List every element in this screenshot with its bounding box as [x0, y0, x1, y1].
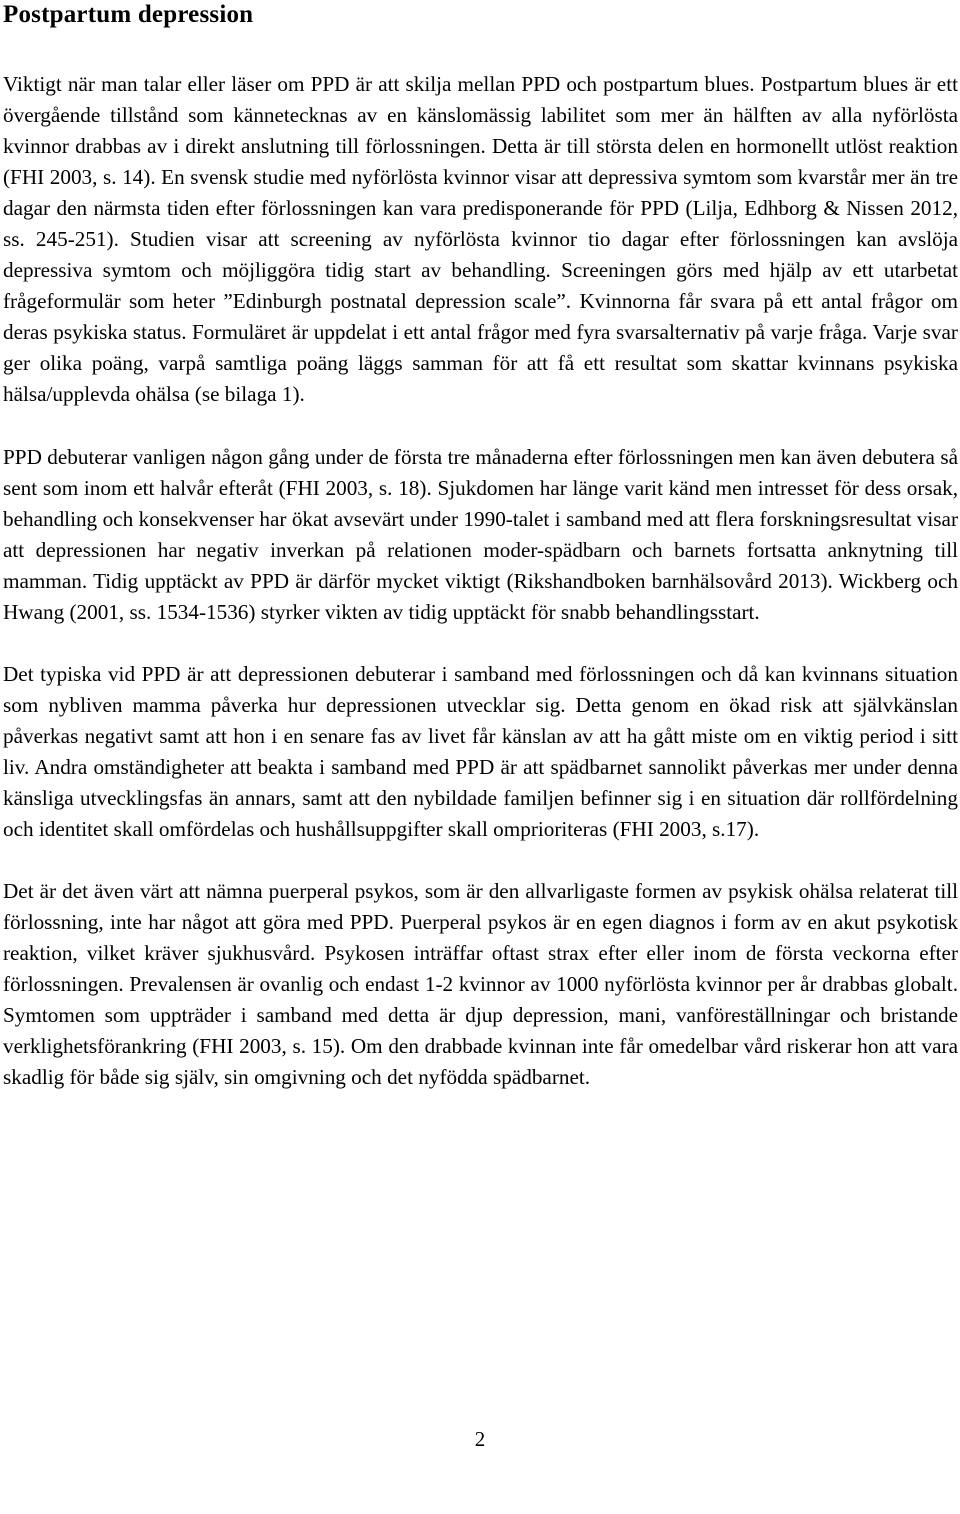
paragraph-ppd-vs-blues: Viktigt när man talar eller läser om PPD är att skilja mellan PPD och postpartum blues. Postpartum blues är ett övergående tillstånd som kännetecknas av en känslomässig labilitet som mer än hälften av alla nyförlösta kvinnor drabbas av i direkt anslutning till förlossningen. Detta är till största delen en hormonellt utlöst reaktion (FHI 2003, s. 14). En svensk studie med nyförlösta kvinnor visar att depressiva symtom som kvarstår mer än tre dagar den närmsta tiden efter förlossningen kan vara predisponerande för PPD (Lilja, Edhborg & Nissen 2012, ss. 245-251). Studien visar att screening av nyförlösta kvinnor tio dagar efter förlossningen kan avslöja depressiva symtom och möjliggöra tidig start av behandling. Screeningen görs med hjälp av ett utarbetat frågeformulär som heter ”Edinburgh postnatal depression scale”. Kvinnorna får svara på ett antal frågor om deras psykiska status. Formuläret är uppdelat i ett antal frågor med fyra svarsalternativ på varje fråga. Varje svar ger olika poäng, varpå samtliga poäng läggs samman för att få ett resultat som skattar kvinnans psykiska hälsa/upplevda ohälsa (se bilaga 1). — [3, 72, 958, 407]
paragraph-typical-ppd: Det typiska vid PPD är att depressionen debuterar i samband med förlossningen och då kan kvinnans situation som nybliven mamma påverka hur depressionen utvecklar sig. Detta genom en ökad risk att självkänslan påverkas negativt samt att hon i en senare fas av livet får känslan av att ha gått miste om en viktig period i sitt liv. Andra omständigheter att beakta i samband med PPD är att spädbarnet sannolikt påverkas mer under denna känsliga utvecklingsfas än annars, samt att den nybildade familjen befinner sig i en situation där rollfördelning och identitet skall omfördelas och hushållsuppgifter skall omprioriteras (FHI 2003, s.17). — [3, 661, 958, 842]
section-heading: Postpartum depression — [3, 1, 254, 28]
paragraph-ppd-onset: PPD debuterar vanligen någon gång under de första tre månaderna efter förlossningen men kan även debutera så sent som inom ett halvår efteråt (FHI 2003, s. 18). Sjukdomen har länge varit känd men intresset för dess orsak, behandling och konsekvenser har ökat avsevärt under 1990-talet i samband med att flera forskningsresultat visar att depressionen har negativ inverkan på relationen moder-spädbarn och barnets fortsatta anknytning till mamman. Tidig upptäckt av PPD är därför mycket viktigt (Rikshandboken barnhälsovård 2013). Wickberg och Hwang (2001, ss. 1534-1536) styrker vikten av tidig upptäckt för snabb behandlingsstart. — [3, 444, 958, 624]
paragraph-puerperal-psychosis: Det är det även värt att nämna puerperal psykos, som är den allvarligaste formen av psykisk ohälsa relaterat till förlossning, inte har något att göra med PPD. Puerperal psykos är en egen diagnos i form av en akut psykotisk reaktion, vilket kräver sjukhusvård. Psykosen inträffar oftast strax efter eller inom de första veckorna efter förlossningen. Prevalensen är ovanlig och endast 1-2 kvinnor av 1000 nyförlösta kvinnor per år drabbas globalt. Symtomen som uppträder i samband med detta är djup depression, mani, vanföreställningar och bristande verklighetsförankring (FHI 2003, s. 15). Om den drabbade kvinnan inte får omedelbar vård riskerar hon att vara skadlig för både sig själv, sin omgivning och det nyfödda spädbarnet. — [3, 879, 958, 1090]
page-number: 2 — [474, 1427, 486, 1451]
